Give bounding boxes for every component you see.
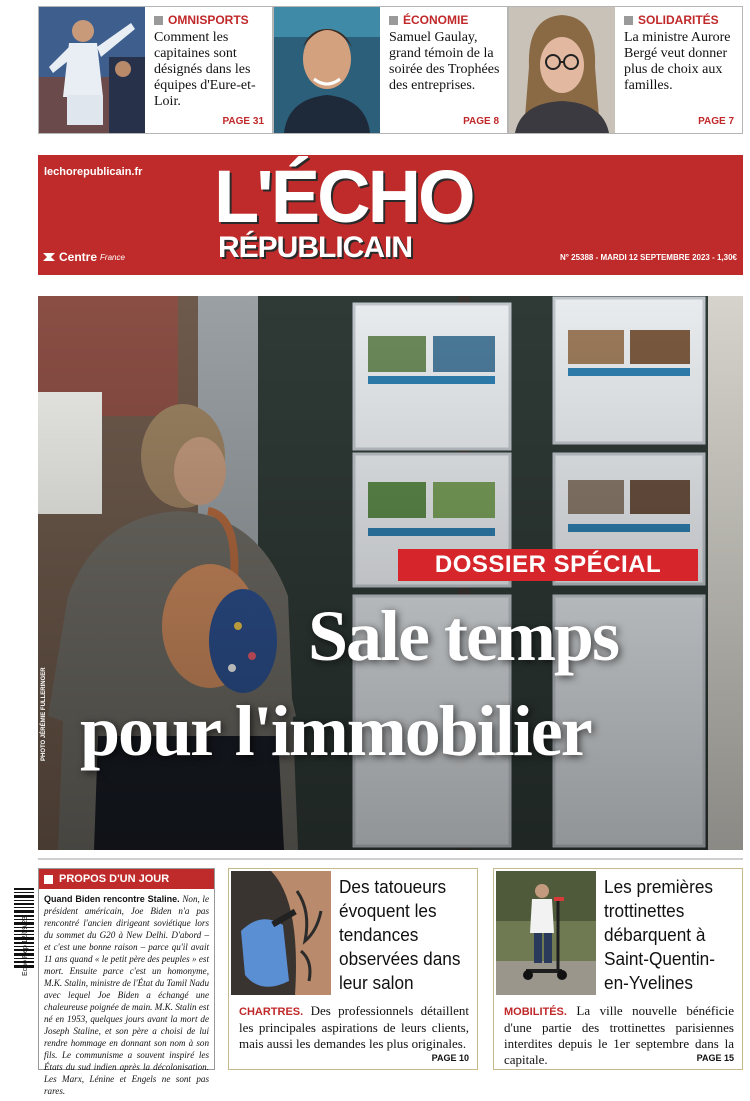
aurore-berge-photo bbox=[509, 7, 615, 133]
article-page: PAGE 15 bbox=[696, 1053, 734, 1063]
centre-france-logo: Centre France bbox=[42, 250, 125, 264]
teaser-omnisports[interactable] bbox=[38, 6, 273, 134]
tattoo-photo bbox=[231, 871, 331, 995]
teaser-body: La ministre Aurore Bergé veut donner plus de choix aux familles. bbox=[624, 30, 731, 93]
article-title[interactable]: Des tatoueurs évoquent les tendances observées dans leur salon bbox=[339, 876, 461, 993]
teaser-rubric: SOLIDARITÉS bbox=[624, 13, 736, 27]
top-teasers bbox=[38, 6, 743, 134]
article-summary: MOBILITÉS. La ville nouvelle bénéficie d'une partie des trottinettes parisiennes interdites depuis le 1er septembre dans la capitale. bbox=[504, 1003, 735, 1067]
propos-text: Quand Biden rencontre Staline. Non, le président américain, Joe Biden n'a pas rencontré l'ancien dirigeant soviétique lors du sommet du G20 à New Delhi. D'abord – et c'est une bonne raison – parce qu'il avait 11 ans quand « le petit père des peuples » est mort. Ensuite parce c'est un homonyme, M.K. Stalin, ministre de l'État du Tamil Nadu avec lequel Joe Biden a échangé une chaleureuse poignée de main. M.K. Stalin est né en 1953, quelques jours avant la mort de Joseph Staline, et son père a choisi de lui rendre hommage en donnant son nom à son fils. Le communisme a souvent inspiré les États du sud indien après la décolonisation. Les Marx, Lénine et Engels ne sont pas rares. bbox=[44, 894, 209, 1096]
article-summary: CHARTRES. Des professionnels détaillent les principales aspirations de leurs clients, mais aussi les demandes les plus originales. bbox=[239, 1003, 470, 1051]
square-icon bbox=[154, 16, 163, 25]
samuel-gaulay-photo bbox=[274, 7, 380, 133]
teaser-rubric: OMNISPORTS bbox=[154, 13, 266, 27]
photo-credit: PHOTO JÉRÉMIE FULLERINGER bbox=[41, 667, 47, 761]
newspaper-subtitle: RÉPUBLICAIN bbox=[218, 231, 413, 264]
scooter-photo bbox=[496, 871, 596, 995]
article-tatoueurs[interactable] bbox=[228, 868, 478, 1070]
teaser-page: PAGE 8 bbox=[463, 116, 499, 127]
propos-header: PROPOS D'UN JOUR bbox=[39, 869, 214, 889]
teaser-body: Samuel Gaulay, grand témoin de la soirée des Trophées des entreprises. bbox=[389, 30, 500, 93]
hero-photo bbox=[38, 296, 743, 850]
article-trottinettes[interactable] bbox=[493, 868, 743, 1070]
barcode-text: Echo Rep 12/09/23 bbox=[22, 916, 29, 976]
square-icon bbox=[624, 16, 633, 25]
propos-dun-jour bbox=[38, 868, 215, 1096]
square-icon bbox=[44, 875, 53, 884]
handball-player-photo bbox=[39, 7, 145, 133]
website-link[interactable]: lechorepublicain.fr bbox=[44, 166, 143, 178]
teaser-page: PAGE 7 bbox=[698, 116, 734, 127]
special-report-banner: DOSSIER SPÉCIAL bbox=[398, 549, 698, 581]
teaser-solidarites[interactable] bbox=[508, 6, 743, 134]
centre-france-icon bbox=[42, 251, 56, 263]
article-page: PAGE 10 bbox=[431, 1053, 469, 1063]
barcode bbox=[8, 888, 36, 1073]
article-title[interactable]: Les premières trottinettes débarquent à Saint-Quentin-en-Yvelines bbox=[604, 876, 715, 993]
issue-info: N° 25388 - MARDI 12 SEPTEMBRE 2023 - 1,30€ bbox=[559, 253, 737, 262]
section-divider bbox=[38, 858, 743, 860]
teaser-body: Comment les capitaines sont désignés dans les équipes d'Eure-et-Loir. bbox=[154, 30, 256, 109]
newspaper-title: L'ÉCHO bbox=[214, 155, 473, 238]
teaser-rubric: ÉCONOMIE bbox=[389, 13, 501, 27]
square-icon bbox=[389, 16, 398, 25]
main-headline-line1[interactable]: Sale temps bbox=[308, 596, 618, 676]
main-headline-line2[interactable]: pour l'immobilier bbox=[80, 691, 591, 771]
teaser-page: PAGE 31 bbox=[222, 116, 264, 127]
teaser-economie[interactable] bbox=[273, 6, 508, 134]
masthead bbox=[38, 155, 743, 275]
